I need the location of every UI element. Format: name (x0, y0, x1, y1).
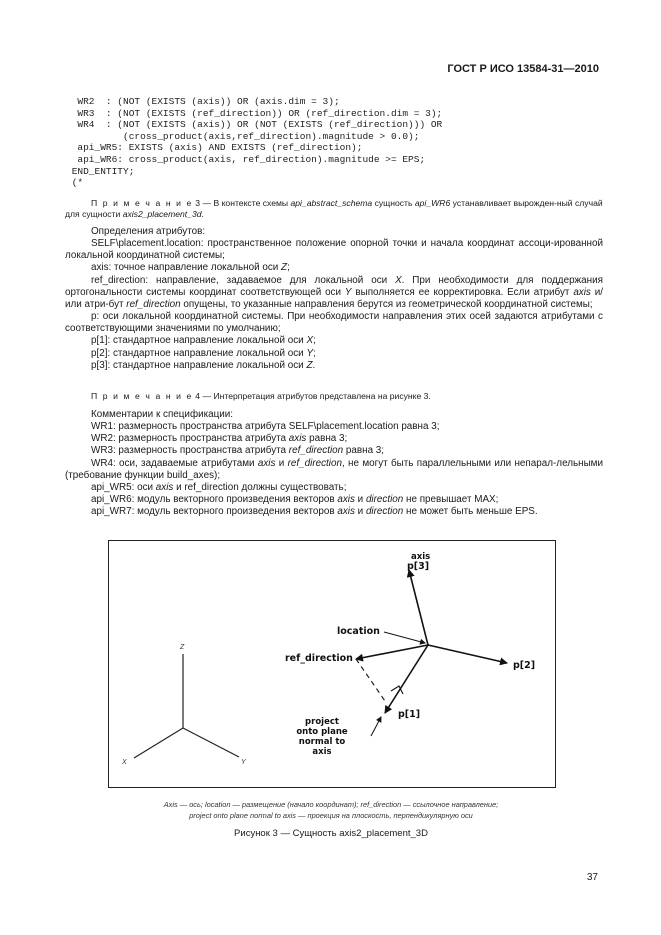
standard-header: ГОСТ Р ИСО 13584-31—2010 (447, 63, 599, 75)
axis-vector (409, 570, 428, 645)
comments-title: Комментарии к спецификации: (91, 409, 234, 420)
ref-direction-label: ref_direction (285, 653, 353, 664)
def-p1: p[1]: стандартное направление локальной оси X; (91, 335, 316, 347)
code-line: END_ENTITY; (66, 165, 135, 177)
def-location: SELF\placement.location: пространственное положение опорной точки и начала координат ассоци-ированной локальной координатной системы; (65, 238, 603, 262)
triad-z-label: Z (180, 644, 185, 651)
note-3: П р и м е ч а н и е 3 — В контексте схемы api_abstract_schema сущность api_WR6 устанавливает вырожден-ный случай для сущности axis2_placement_3d. (65, 198, 603, 220)
note-4: П р и м е ч а н и е 4 — Интерпретация атрибутов представлена на рисунке 3. (91, 391, 431, 401)
location-label: location (337, 626, 380, 637)
code-line: WR3 : (NOT (EXISTS (ref_direction)) OR (ref_direction.dim = 3); (66, 107, 443, 119)
code-line: api_WR5: EXISTS (axis) AND EXISTS (ref_direction); (66, 142, 363, 154)
def-p: p: оси локальной координатной системы. При необходимости направления этих осей задаются атрибутами с соответствующими значениями по умолчанию; (65, 311, 603, 335)
comment-wr7: api_WR7: модуль векторного произведения векторов axis и direction не может быть меньше EPS. (91, 506, 538, 518)
figure-legend: Axis — ось; location — размещение (начало координат); ref_direction — ссылочное направление; project onto plane normal to axis — проекция на плоскость, перпендикулярную оси (163, 800, 499, 820)
code-line: (cross_product(axis,ref_direction).magnitude > 0.0); (66, 130, 420, 142)
note-label: П р и м е ч а н и е (91, 391, 193, 401)
comment-wr6: api_WR6: модуль векторного произведения векторов axis и direction не превышает MAX; (91, 494, 499, 506)
location-leader (384, 632, 425, 643)
express-code-block (66, 96, 626, 189)
comment-wr4: WR4: оси, задаваемые атрибутами axis и ref_direction, не могут быть параллельными или непарал-лельными (требование функции build_axes); (65, 457, 603, 481)
code-line: api_WR6: cross_product(axis, ref_direction).magnitude >= EPS; (66, 153, 426, 165)
project-onto-plane-label: project onto plane normal to axis (296, 717, 348, 757)
triad-x-axis (134, 728, 183, 758)
figure-caption: Рисунок 3 — Сущность axis2_placement_3D (234, 828, 428, 839)
projection-dashed-line (356, 659, 385, 701)
p2-vector (428, 645, 507, 663)
def-axis: axis: точное направление локальной оси Z; (91, 262, 290, 274)
triad-y-axis (183, 728, 239, 757)
comment-wr5: api_WR5: оси axis и ref_direction должны существовать; (91, 481, 347, 493)
ref-direction-vector (356, 645, 428, 659)
project-leader (371, 717, 381, 736)
definitions-title: Определения атрибутов: (91, 226, 206, 237)
p3-label: p[3] (407, 561, 430, 572)
entity-name: axis2_placement_3d (122, 209, 202, 220)
def-ref-direction: ref_direction: направление, задаваемое для локальной оси X. При необходимости для поддержания ортогональности системы координат соответствующей оси Y выполняется ее корректировка. Если атрибут axis и/или атри-бут ref_direction опущены, то указанные направления берутся из геометрической координатной системы; (65, 274, 603, 310)
triad-y-label: Y (241, 759, 246, 766)
schema-name: api_abstract_schema (290, 198, 373, 208)
def-p2: p[2]: стандартное направление локальной оси Y; (91, 347, 316, 359)
triad-x-label: X (122, 759, 127, 766)
def-p3: p[3]: стандартное направление локальной оси Z. (91, 359, 316, 371)
note-label: П р и м е ч а н и е (91, 198, 193, 208)
specification-comments (65, 409, 603, 518)
comment-wr2: WR2: размерность пространства атрибута axis равна 3; (91, 433, 348, 445)
rule-name: api_WR6 (414, 198, 451, 208)
comment-wr3: WR3: размерность пространства атрибута ref_direction равна 3; (91, 445, 385, 457)
comment-wr1: WR1: размерность пространства атрибута SELF\placement.location равна 3; (91, 421, 440, 433)
figure-3-diagram (108, 540, 556, 788)
reference-triad (134, 654, 239, 758)
p1-label: p[1] (398, 709, 421, 720)
attribute-definitions (65, 226, 603, 372)
code-line: WR2 : (NOT (EXISTS (axis)) OR (axis.dim = 3); (66, 96, 340, 107)
p2-label: p[2] (513, 660, 536, 671)
page-number: 37 (586, 872, 598, 883)
axis-label: axis (411, 552, 431, 562)
code-line: (* (66, 177, 84, 189)
p1-vector (385, 645, 428, 713)
code-line: WR4 : (NOT (EXISTS (axis)) OR (NOT (EXISTS (ref_direction))) OR (66, 119, 443, 131)
